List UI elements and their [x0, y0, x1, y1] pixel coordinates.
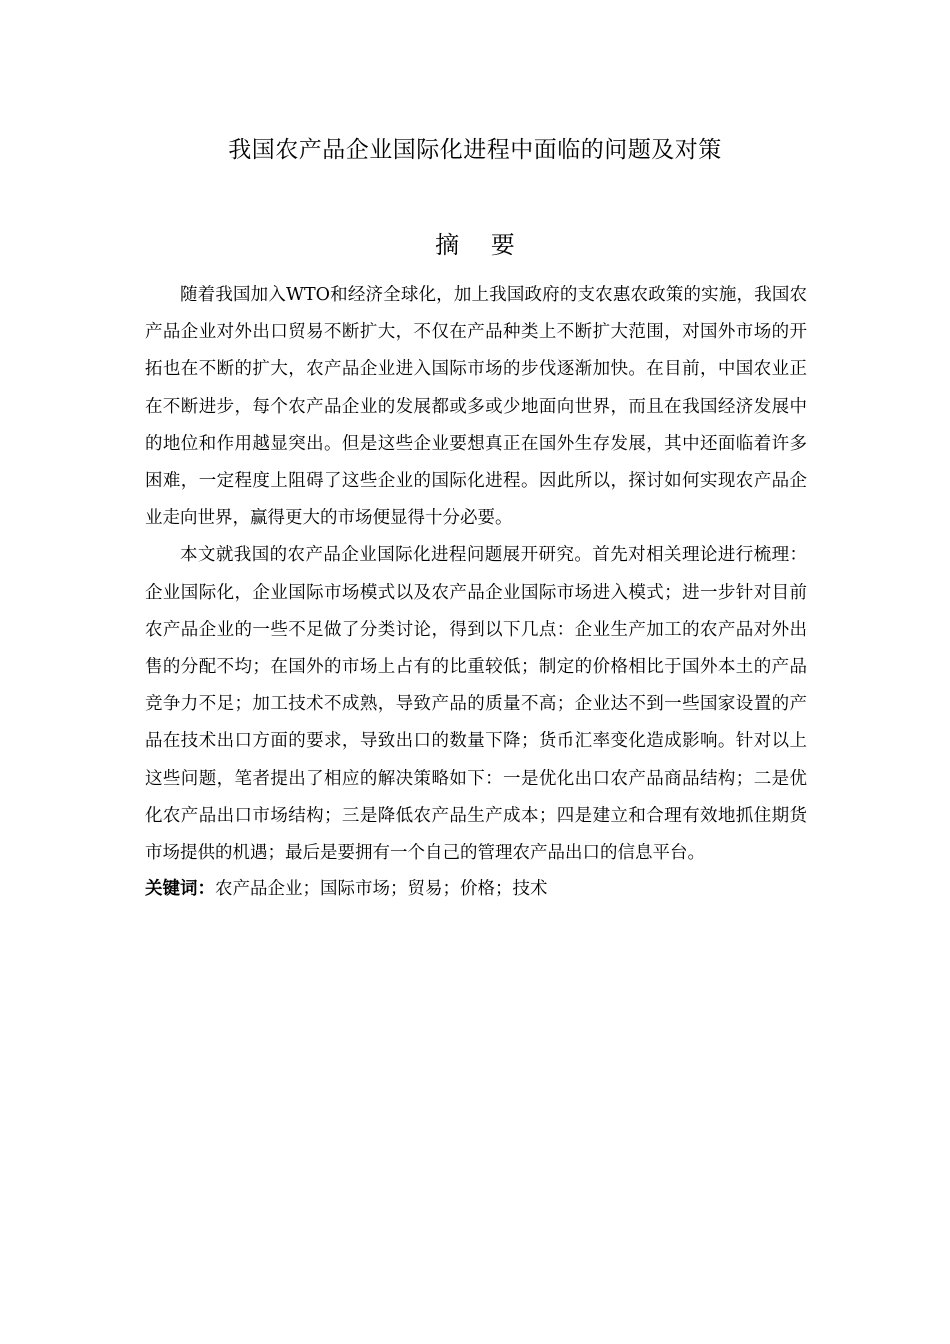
abstract-paragraph-2: 本文就我国的农产品企业国际化进程问题展开研究。首先对相关理论进行梳理：企业国际化，企业国际市场模式以及农产品企业国际市场进入模式；进一步针对目前农产品企业的一些不足做了分类讨论，得到以下几点：企业生产加工的农产品对外出售的分配不均；在国外的市场上占有的比重较低；制定的价格相比于国外本土的产品竞争力不足；加工技术不成熟，导致产品的质量不高；企业达不到一些国家设置的产品在技术出口方面的要求，导致出口的数量下降；货币汇率变化造成影响。针对以上这些问题，笔者提出了相应的解决策略如下：一是优化出口农产品商品结构；二是优化农产品出口市场结构；三是降低农产品生产成本；四是建立和合理有效地抓住期货市场提供的机遇；最后是要拥有一个自己的管理农产品出口的信息平台。 — [145, 545, 807, 864]
keywords-label: 关键词： — [145, 879, 215, 900]
abstract-heading: 摘 要 — [435, 231, 527, 259]
document-title: 我国农产品企业国际化进程中面临的问题及对策 — [228, 137, 722, 163]
keywords-line — [145, 872, 807, 906]
keywords-text: 农产品企业；国际市场；贸易；价格；技术 — [215, 879, 548, 900]
abstract-paragraph-1: 随着我国加入WTO和经济全球化，加上我国政府的支农惠农政策的实施，我国农产品企业对外出口贸易不断扩大，不仅在产品种类上不断扩大范围，对国外市场的开拓也在不断的扩大，农产品企业进入国际市场的步伐逐渐加快。在目前，中国农业正在不断进步，每个农产品企业的发展都或多或少地面向世界，而且在我国经济发展中的地位和作用越显突出。但是这些企业要想真正在国外生存发展，其中还面临着许多困难，一定程度上阻碍了这些企业的国际化进程。因此所以，探讨如何实现农产品企业走向世界，赢得更大的市场便显得十分必要。 — [145, 285, 807, 529]
abstract-body — [145, 277, 807, 906]
